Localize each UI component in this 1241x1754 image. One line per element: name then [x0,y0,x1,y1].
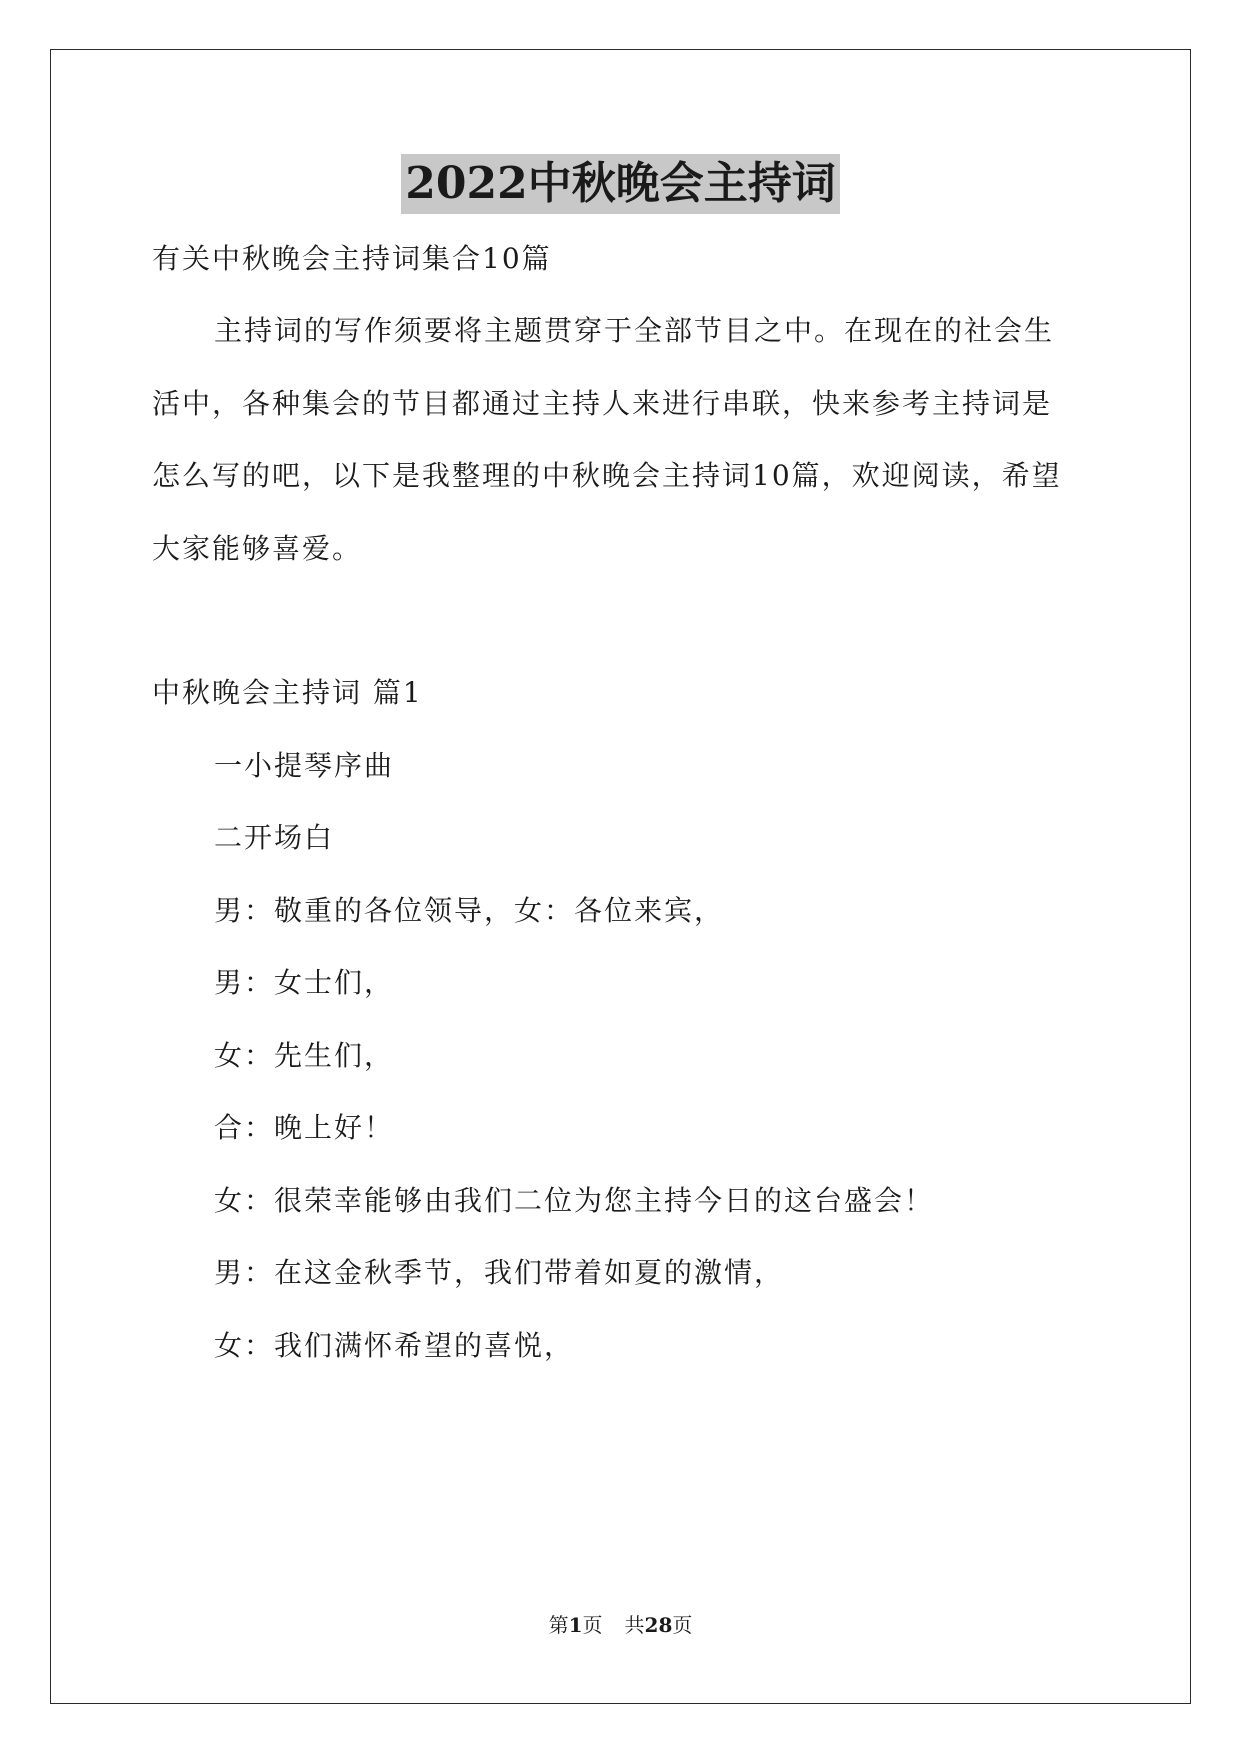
footer-page-suffix: 页 [582,1613,603,1637]
intro-line: 活中，各种集会的节目都通过主持人来进行串联，快来参考主持词是 [152,387,1053,420]
script-line: 女：先生们， [214,1039,395,1072]
footer-page-total: 28 [644,1613,673,1637]
script-line: 男：女士们， [214,966,395,999]
footer-total-suffix: 页 [672,1613,693,1637]
script-line: 女：我们满怀希望的喜悦， [214,1329,575,1362]
script-line: 二开场白 [214,821,335,854]
footer-page-current: 1 [568,1613,583,1637]
script-line: 合：晚上好！ [214,1111,395,1144]
document-title-container [0,154,1241,214]
document-subtitle: 有关中秋晚会主持词集合10篇 [152,242,552,275]
page-border [50,49,1191,1704]
intro-line: 大家能够喜爱。 [152,532,363,565]
page-footer [0,1611,1241,1639]
script-line: 一小提琴序曲 [214,749,395,782]
footer-total-prefix: 共 [624,1613,645,1637]
script-line: 男：敬重的各位领导，女：各位来宾， [214,894,725,927]
intro-line: 怎么写的吧，以下是我整理的中秋晚会主持词10篇，欢迎阅读，希望 [152,459,1062,492]
intro-line: 主持词的写作须要将主题贯穿于全部节目之中。在现在的社会生 [214,314,1055,347]
script-line: 女：很荣幸能够由我们二位为您主持今日的这台盛会！ [214,1184,935,1217]
script-line: 男：在这金秋季节，我们带着如夏的激情， [214,1256,785,1289]
footer-page-prefix: 第 [548,1613,569,1637]
document-title: 2022中秋晚会主持词 [401,154,839,214]
section-heading: 中秋晚会主持词 篇1 [152,676,423,709]
